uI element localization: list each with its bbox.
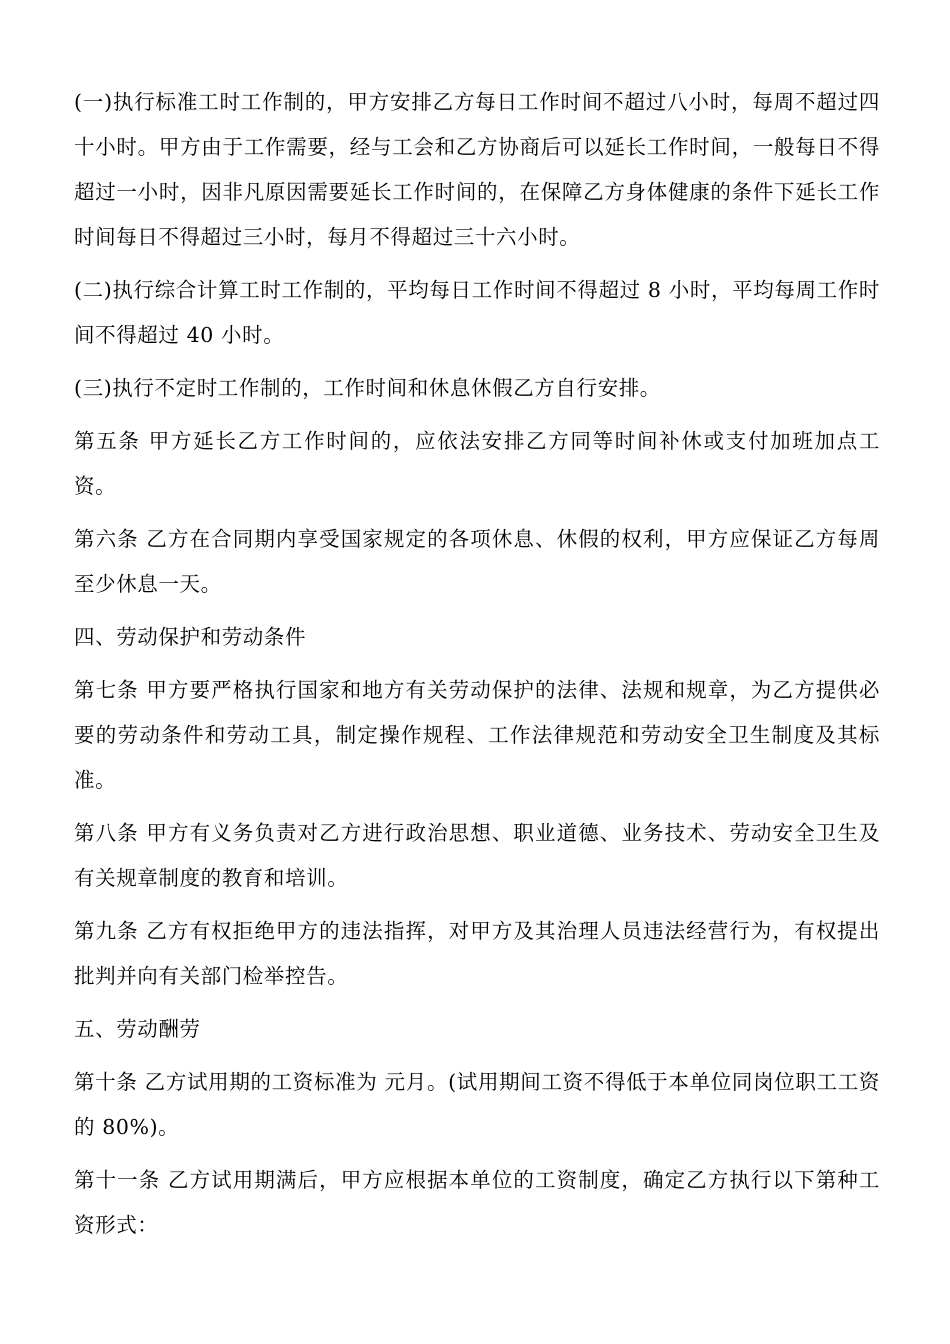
paragraph-flexible-hours: (三)执行不定时工作制的，工作时间和休息休假乙方自行安排。 [74,376,661,400]
paragraph-article-10: 第十条 乙方试用期的工资标准为 元月。(试用期间工资不得低于本单位同岗位职工工资的 80%)。 [74,1070,880,1139]
paragraph-article-11: 第十一条 乙方试用期满后，甲方应根据本单位的工资制度，确定乙方执行以下第种工资形式： [74,1168,880,1237]
paragraph-article-8: 第八条 甲方有义务负责对乙方进行政治思想、职业道德、业务技术、劳动安全卫生及有关规章制度的教育和培训。 [74,821,880,890]
section-heading-labor-remuneration: 五、劳动酬劳 [74,1017,201,1041]
section-heading-labor-protection: 四、劳动保护和劳动条件 [74,625,307,649]
paragraph-article-7: 第七条 甲方要严格执行国家和地方有关劳动保护的法律、法规和规章，为乙方提供必要的劳动条件和劳动工具，制定操作规程、工作法律规范和劳动安全卫生制度及其标准。 [74,678,880,792]
paragraph-standard-hours: (一)执行标准工时工作制的，甲方安排乙方每日工作时间不超过八小时，每周不超过四十小时。甲方由于工作需要，经与工会和乙方协商后可以延长工作时间，一般每日不得超过一小时，因非凡原因需要延长工作时间的，在保障乙方身体健康的条件下延长工作时间每日不得超过三小时，每月不得超过三十六小时。 [74,90,880,249]
paragraph-article-5: 第五条 甲方延长乙方工作时间的，应依法安排乙方同等时间补休或支付加班加点工资。 [74,429,880,498]
document-body [74,80,880,1256]
paragraph-article-9: 第九条 乙方有权拒绝甲方的违法指挥，对甲方及其治理人员违法经营行为，有权提出批判并向有关部门检举控告。 [74,919,880,988]
paragraph-comprehensive-hours: (二)执行综合计算工时工作制的，平均每日工作时间不得超过 8 小时，平均每周工作时间不得超过 40 小时。 [74,278,880,347]
paragraph-article-6: 第六条 乙方在合同期内享受国家规定的各项休息、休假的权利，甲方应保证乙方每周至少休息一天。 [74,527,880,596]
